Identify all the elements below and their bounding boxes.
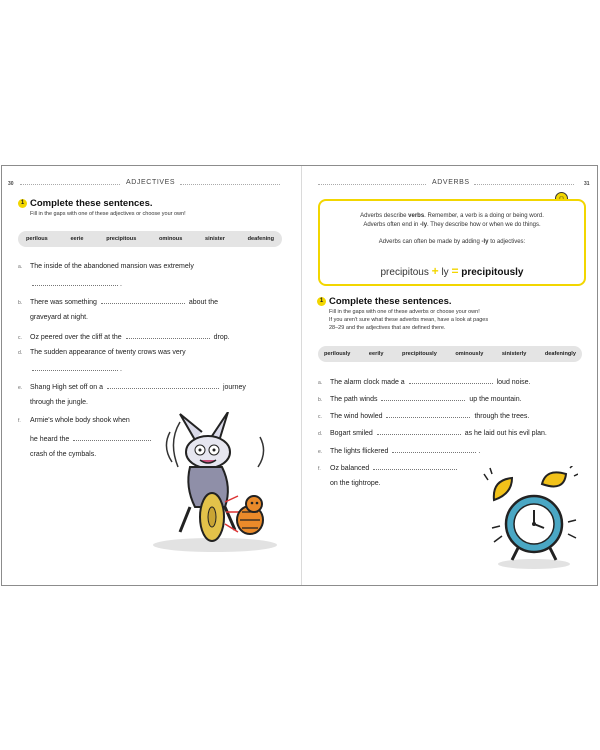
question-e-line2: through the jungle. — [30, 399, 88, 406]
info-line-2: Adverbs often end in -ly. They describe how or when we do things. — [363, 222, 541, 228]
info-line-1: Adverbs describe verbs. Remember, a verb is a doing or being word. — [360, 213, 544, 219]
word-bank-item: sinisterly — [501, 351, 527, 357]
question-c-left: c. Oz peered over the cliff at the drop. — [18, 334, 230, 341]
answer-blank[interactable] — [392, 446, 476, 453]
question-d-right: d. Bogart smiled as he laid out his evil plan. — [318, 430, 547, 437]
formula: precipitous + ly = precipitously — [380, 264, 524, 278]
word-bank-item: eerie — [70, 236, 84, 242]
header-rule-left — [20, 184, 120, 185]
answer-blank[interactable] — [381, 394, 465, 401]
word-bank-item: perilous — [26, 236, 48, 242]
question-a-left: a. The inside of the abandoned mansion was extremely — [18, 263, 194, 270]
question-d-line2: . — [30, 364, 122, 373]
question-b-left: b. There was something about the — [18, 299, 219, 306]
answer-blank[interactable] — [73, 434, 151, 441]
word-bank-item: deafeningly — [544, 351, 576, 357]
alarm-clock-illustration — [482, 466, 578, 570]
word-bank-item: deafening — [247, 236, 274, 242]
question-f-left: f. Armie's whole body shook when — [18, 417, 130, 424]
word-bank-item: precipitously — [402, 351, 437, 357]
exercise-badge-left: 1 — [18, 199, 27, 208]
word-bank-item: perilously — [324, 351, 351, 357]
answer-blank[interactable] — [107, 382, 219, 389]
question-b-line2: graveyard at night. — [30, 314, 88, 321]
question-e-right: e. The lights flickered . — [318, 448, 481, 455]
header-rule-left-2 — [180, 184, 280, 185]
adverb-info-box — [318, 199, 586, 286]
answer-blank[interactable] — [101, 297, 185, 304]
answer-blank[interactable] — [409, 377, 493, 384]
header-rule-right — [318, 184, 426, 185]
answer-blank[interactable] — [32, 279, 118, 286]
word-bank-item: precipitous — [106, 236, 137, 242]
page-number-right: 31 — [584, 181, 590, 187]
answer-blank[interactable] — [373, 463, 457, 470]
question-e-left: e. Shang High set off on a journey — [18, 384, 246, 391]
gutter — [301, 166, 302, 585]
section-heading-adverbs: ADVERBS — [432, 179, 470, 186]
exercise-instruction-left: Fill in the gaps with one of these adjectives or choose your own! — [30, 211, 186, 217]
equals-icon: = — [451, 264, 459, 278]
answer-blank[interactable] — [32, 364, 118, 371]
exercise-badge-right: 1 — [317, 297, 326, 306]
exercise-instruction-right-1: Fill in the gaps with one of these adverbs or choose your own! — [329, 309, 480, 315]
question-c-right: c. The wind howled through the trees. — [318, 413, 530, 420]
answer-blank[interactable] — [126, 332, 210, 339]
question-a-line2: . — [30, 279, 122, 288]
question-f-right-line2: on the tightrope. — [330, 480, 381, 487]
word-bank-item: sinister — [205, 236, 225, 242]
question-a-right: a. The alarm clock made a loud noise. — [318, 379, 531, 386]
question-d-left: d. The sudden appearance of twenty crows was very — [18, 349, 186, 356]
header-rule-right-2 — [474, 184, 574, 185]
section-heading-adjectives: ADJECTIVES — [126, 179, 176, 186]
word-bank-adverbs — [318, 346, 582, 362]
page-number-left: 30 — [8, 181, 14, 187]
word-bank-item: ominous — [159, 236, 183, 242]
answer-blank[interactable] — [377, 428, 461, 435]
word-bank-item: eerily — [368, 351, 384, 357]
word-bank-item: ominously — [455, 351, 484, 357]
plus-icon: + — [431, 264, 439, 278]
question-f-line3: crash of the cymbals. — [30, 451, 97, 458]
exercise-title-right: Complete these sentences. — [329, 296, 452, 307]
exercise-title-left: Complete these sentences. — [30, 198, 153, 209]
exercise-instruction-right-2: If you aren't sure what these adverbs mean, have a look at pages — [329, 317, 489, 323]
rabbit-cymbals-illustration — [150, 412, 285, 557]
info-line-3: Adverbs can often be made by adding -ly to adjectives: — [378, 239, 526, 245]
question-f-right: f. Oz balanced — [318, 463, 459, 472]
question-f-line2: he heard the — [30, 434, 153, 443]
word-bank-adjectives — [18, 231, 282, 247]
answer-blank[interactable] — [386, 411, 470, 418]
question-b-right: b. The path winds up the mountain. — [318, 396, 522, 403]
exercise-instruction-right-3: 28–29 and the adjectives that are defined there. — [329, 325, 446, 331]
